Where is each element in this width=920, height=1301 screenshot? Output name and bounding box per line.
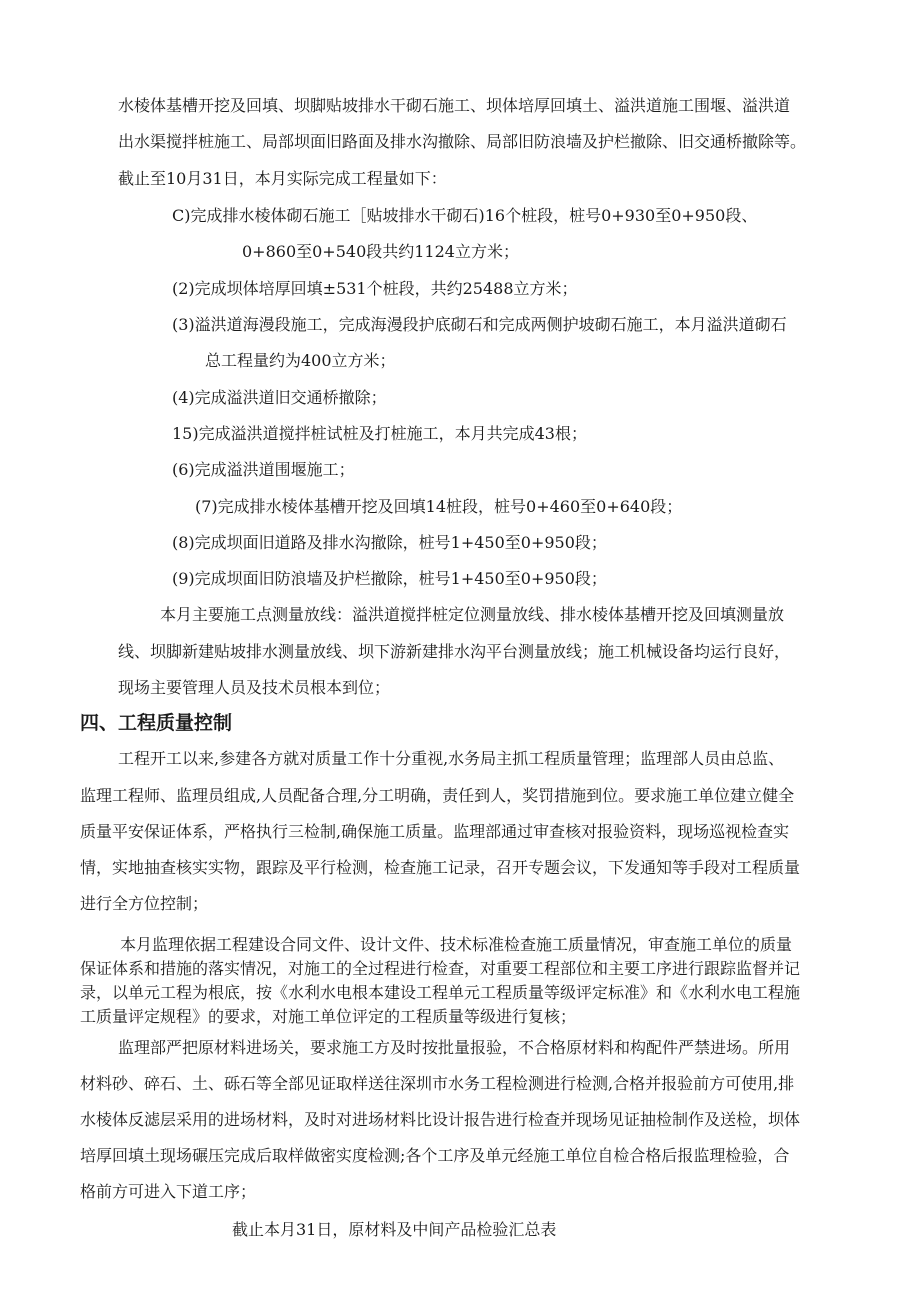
intro-line-3: 截止至10月31日，本月实际完成工程量如下： [118,169,447,188]
para3-line-1: 监理部严把原材料进场关，要求施工方及时按批量报验，不合格原材料和构配件严禁进场。所用 [118,1038,791,1057]
intro-line-2: 出水渠搅拌桩施工、局部坝面旧路面及排水沟撤除、局部旧防浪墙及护栏撤除、旧交通桥撤除等。 [118,132,807,151]
para1-line-4: 情，实地抽查核实实物，跟踪及平行检测，检查施工记录，召开专题会议，下发通知等手段对工程质量 [80,858,801,877]
item-2: (2)完成坝体培厚回填±531个桩段，共约25488立方米； [172,279,578,298]
item-6: (6)完成溢洪道围堰施工； [172,460,355,479]
para2-line-3: 录，以单元工程为根底，按《水利水电根本建设工程单元工程质量等级评定标准》和《水利水电工程施 [80,983,801,1002]
para2-line-2: 保证体系和措施的落实情况，对施工的全过程进行检查，对重要工程部位和主要工序进行跟踪监督并记 [80,959,801,978]
survey-line-1: 本月主要施工点测量放线：溢洪道搅拌桩定位测量放线、排水棱体基槽开挖及回填测量放 [160,605,785,624]
para3-line-2: 材料砂、碎石、土、砾石等全部见证取样送往深圳市水务工程检测进行检测,合格并报验前方可使用,排 [80,1074,795,1093]
item-3-cont: 总工程量约为400立方米； [205,351,396,370]
para1-line-2: 监理工程师、监理员组成,人员配备合理,分工明确，责任到人，奖罚措施到位。要求施工单位建立健全 [80,786,795,805]
para2-line-4: 工质量评定规程》的要求，对施工单位评定的工程质量等级进行复核； [80,1007,577,1026]
para3-line-4: 培厚回填土现场碾压完成后取样做密实度检测;各个工序及单元经施工单位自检合格后报监理检验，合 [80,1146,790,1165]
item-9: (9)完成坝面旧防浪墙及护栏撤除，桩号1+450至0+950段； [172,569,607,588]
item-8: (8)完成坝面旧道路及排水沟撤除，桩号1+450至0+950段； [172,533,607,552]
section-heading: 四、工程质量控制 [80,712,233,734]
intro-line-1: 水棱体基槽开挖及回填、坝脚贴坡排水干砌石施工、坝体培厚回填土、溢洪道施工围堰、溢洪道 [118,96,791,115]
survey-line-2: 线、坝脚新建贴坡排水测量放线、坝下游新建排水沟平台测量放线；施工机械设备均运行良好， [118,642,791,661]
para3-line-3: 水棱体反滤层采用的进场材料，及时对进场材料比设计报告进行检查并现场见证抽检制作及送检，坝体 [80,1110,801,1129]
para2-line-1: 本月监理依据工程建设合同文件、设计文件、技术标准检查施工质量情况，审查施工单位的质量 [120,935,793,954]
table-caption: 截止本月31日，原材料及中间产品检验汇总表 [232,1220,557,1239]
para1-line-1: 工程开工以来,参建各方就对质量工作十分重视,水务局主抓工程质量管理；监理部人员由总监、 [118,749,785,768]
item-3: (3)溢洪道海漫段施工，完成海漫段护底砌石和完成两侧护坡砌石施工，本月溢洪道砌石 [172,315,787,334]
para3-line-5: 格前方可进入下道工序； [80,1182,257,1201]
item-7: (7)完成排水棱体基槽开挖及回填14桩段，桩号0+460至0+640段； [195,497,683,516]
item-5: 15)完成溢洪道搅拌桩试桩及打桩施工，本月共完成43根； [172,424,587,443]
para1-line-5: 进行全方位控制； [80,894,209,913]
para1-line-3: 质量平安保证体系，严格执行三检制,确保施工质量。监理部通过审查核对报验资料，现场巡视检查实 [80,822,790,841]
item-4: (4)完成溢洪道旧交通桥撤除； [172,388,387,407]
item-1-cont: 0+860至0+540段共约1124立方米； [242,242,519,261]
item-1: C)完成排水棱体砌石施工［贴坡排水干砌石)16个桩段，桩号0+930至0+950段、 [172,206,758,225]
survey-line-3: 现场主要管理人员及技术员根本到位； [118,678,391,697]
